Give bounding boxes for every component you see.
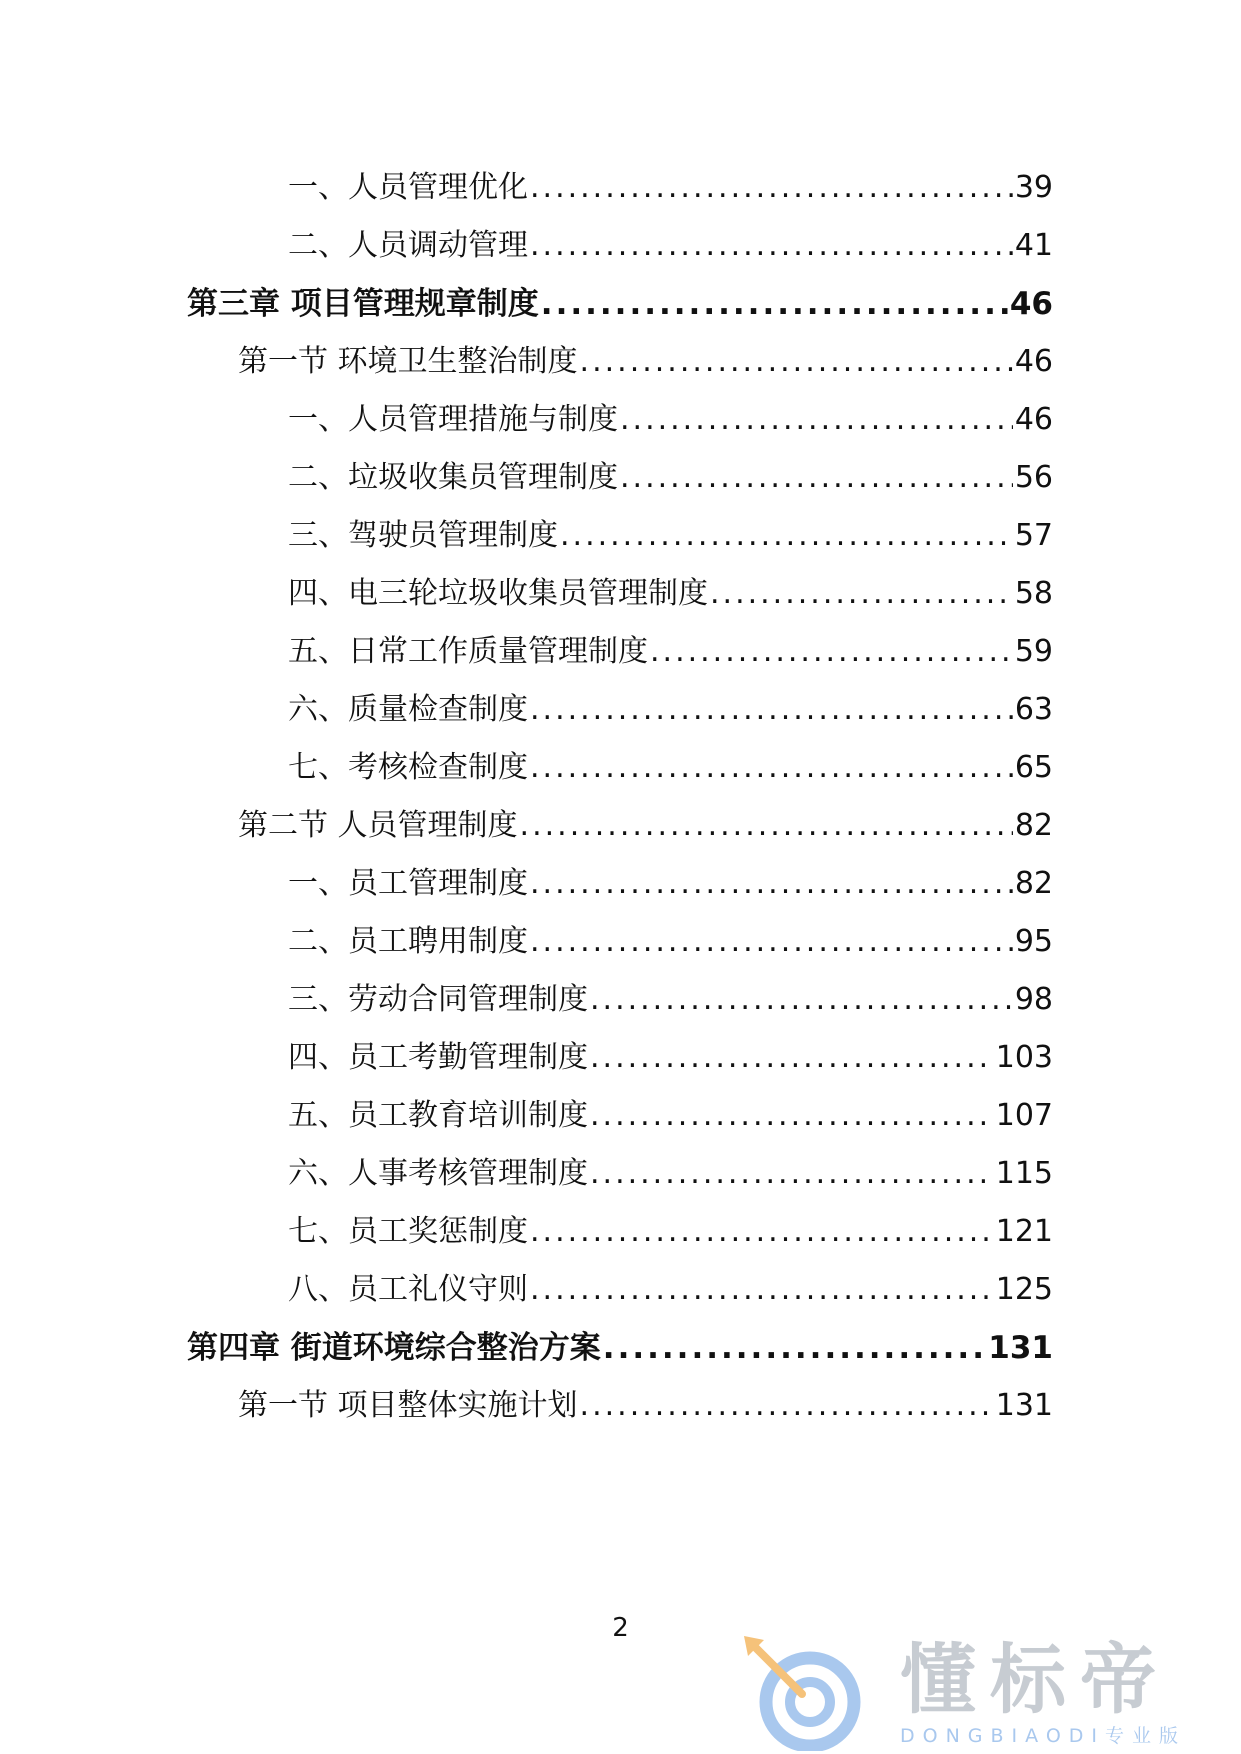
toc-entry-title: 一、人员管理措施与制度	[288, 402, 618, 437]
toc-entry-page: 103	[995, 1040, 1053, 1075]
toc-entry-page: 107	[995, 1098, 1053, 1133]
toc-entry-page: 58	[1014, 576, 1053, 611]
toc-dot-leader	[620, 400, 1013, 440]
toc-entry-title: 四、员工考勤管理制度	[288, 1040, 588, 1075]
toc-dot-leader	[530, 690, 1013, 730]
toc-entry-title: 二、员工聘用制度	[288, 924, 528, 959]
toc-dot-leader	[541, 284, 1008, 324]
toc-dot-leader	[620, 458, 1013, 498]
toc-dot-leader	[520, 806, 1013, 846]
toc-entry-title: 七、考核检查制度	[288, 750, 528, 785]
toc-entry-page: 41	[1014, 228, 1053, 263]
toc-entry-page: 131	[988, 1330, 1053, 1366]
toc-entry[interactable]	[288, 400, 1053, 440]
toc-entry[interactable]	[288, 864, 1053, 904]
toc-entry[interactable]	[288, 690, 1053, 730]
toc-dot-leader	[530, 1270, 994, 1310]
toc-dot-leader	[603, 1328, 986, 1368]
toc-entry-page: 125	[995, 1272, 1053, 1307]
toc-entry[interactable]	[288, 458, 1053, 498]
toc-entry[interactable]	[288, 1096, 1053, 1136]
toc-entry-page: 98	[1014, 982, 1053, 1017]
toc-dot-leader	[710, 574, 1013, 614]
toc-entry-page: 39	[1014, 170, 1053, 205]
toc-entry[interactable]	[288, 516, 1053, 556]
toc-dot-leader	[530, 922, 1013, 962]
toc-entry-title: 第一节 环境卫生整治制度	[238, 344, 578, 379]
toc-entry[interactable]	[288, 1270, 1053, 1310]
toc-dot-leader	[530, 1212, 994, 1252]
toc-entry-page: 131	[995, 1388, 1053, 1423]
toc-entry-page: 46	[1014, 402, 1053, 437]
toc-entry-title: 二、人员调动管理	[288, 228, 528, 263]
toc-entry-title: 第一节 项目整体实施计划	[238, 1388, 578, 1423]
toc-chapter-entry[interactable]	[187, 284, 1053, 324]
toc-entry-title: 一、员工管理制度	[288, 866, 528, 901]
toc-entry-title: 七、员工奖惩制度	[288, 1214, 528, 1249]
toc-entry-page: 59	[1014, 634, 1053, 669]
toc-entry-page: 57	[1014, 518, 1053, 553]
toc-entry-page: 82	[1014, 808, 1053, 843]
toc-dot-leader	[580, 1386, 994, 1426]
toc-entry[interactable]	[288, 226, 1053, 266]
toc-entry-title: 八、员工礼仪守则	[288, 1272, 528, 1307]
toc-section-entry[interactable]	[238, 806, 1053, 846]
toc-entry-page: 121	[995, 1214, 1053, 1249]
toc-dot-leader	[590, 1154, 994, 1194]
toc-dot-leader	[530, 226, 1013, 266]
watermark-subtitle: DONGBIAODI专业版	[900, 1725, 1187, 1747]
toc-dot-leader	[560, 516, 1013, 556]
toc-entry[interactable]	[288, 1154, 1053, 1194]
toc-dot-leader	[590, 1096, 994, 1136]
toc-dot-leader	[590, 1038, 994, 1078]
toc-entry[interactable]	[288, 168, 1053, 208]
toc-section-entry[interactable]	[238, 342, 1053, 382]
toc-entry-page: 95	[1014, 924, 1053, 959]
toc-entry-title: 三、劳动合同管理制度	[288, 982, 588, 1017]
toc-dot-leader	[650, 632, 1013, 672]
toc-entry-title: 二、垃圾收集员管理制度	[288, 460, 618, 495]
toc-entry-title: 第四章 街道环境综合整治方案	[187, 1330, 601, 1366]
toc-entry-title: 四、电三轮垃圾收集员管理制度	[288, 576, 708, 611]
toc-dot-leader	[530, 864, 1013, 904]
toc-entry-page: 65	[1014, 750, 1053, 785]
watermark-brand-name: 懂标帝	[900, 1635, 1170, 1724]
toc-entry-page: 46	[1009, 286, 1053, 322]
toc-entry-title: 第三章 项目管理规章制度	[187, 286, 539, 322]
toc-dot-leader	[580, 342, 1013, 382]
toc-dot-leader	[530, 168, 1013, 208]
toc-entry-page: 115	[995, 1156, 1053, 1191]
toc-entry-title: 一、人员管理优化	[288, 170, 528, 205]
toc-entry-page: 82	[1014, 866, 1053, 901]
target-arrow-icon	[740, 1636, 870, 1751]
toc-entry[interactable]	[288, 980, 1053, 1020]
toc-entry[interactable]	[288, 1038, 1053, 1078]
toc-dot-leader	[590, 980, 1013, 1020]
toc-entry-title: 第二节 人员管理制度	[238, 808, 518, 843]
toc-entry[interactable]	[288, 574, 1053, 614]
toc-entry[interactable]	[288, 748, 1053, 788]
page-number: 2	[612, 1613, 629, 1643]
toc-section-entry[interactable]	[238, 1386, 1053, 1426]
toc-entry[interactable]	[288, 922, 1053, 962]
watermark	[740, 1636, 1230, 1751]
toc-chapter-entry[interactable]	[187, 1328, 1053, 1368]
toc-entry-page: 63	[1014, 692, 1053, 727]
toc-entry-title: 五、日常工作质量管理制度	[288, 634, 648, 669]
toc-entry-page: 46	[1014, 344, 1053, 379]
toc-entry[interactable]	[288, 1212, 1053, 1252]
toc-entry-title: 三、驾驶员管理制度	[288, 518, 558, 553]
toc-entry-title: 五、员工教育培训制度	[288, 1098, 588, 1133]
toc-entry[interactable]	[288, 632, 1053, 672]
toc-entry-page: 56	[1014, 460, 1053, 495]
toc-entry-title: 六、质量检查制度	[288, 692, 528, 727]
toc-entry-title: 六、人事考核管理制度	[288, 1156, 588, 1191]
toc-dot-leader	[530, 748, 1013, 788]
